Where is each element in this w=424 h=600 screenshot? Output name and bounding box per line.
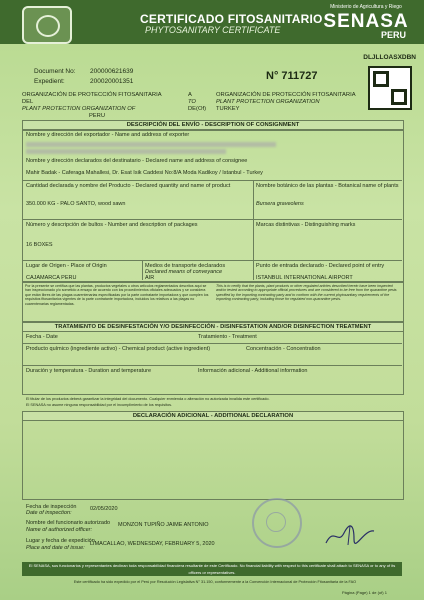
additional-title: DECLARACIÓN ADICIONAL - ADDITIONAL DECLARATION — [22, 411, 404, 421]
qr-code-id: DLJLLOASXDBN — [363, 54, 416, 61]
divider-3 — [22, 260, 402, 261]
inspection-date-label-en: Date of inspection: — [26, 510, 72, 516]
place-label-es: Lugar y fecha de expedición — [26, 538, 95, 544]
expedient-row — [34, 78, 133, 85]
qty-label: Cantidad declarada y nombre del Producto - Declared quantity and name of product — [26, 183, 231, 189]
org-to-extra: DE(Of) — [188, 106, 207, 112]
org-to-en: TO — [188, 99, 196, 105]
agency-name: SENASA — [323, 11, 409, 32]
divider-2 — [22, 219, 402, 220]
expedient-label: Expedient: — [34, 78, 65, 85]
page-number: Página (Page) 1 de (of) 1 — [342, 590, 387, 595]
duration-label: Duración y temperatura - Duration and temperature — [26, 368, 152, 374]
divider-v3 — [253, 260, 254, 280]
transport-label: Medios de transporte declarados — [145, 263, 226, 269]
clause-english: This is to certify that the plants, plant products or other regulated articles described herein have been inspected and/or tested according to appropriate official procedures and are considered to be free from the quarantine pests specified by the importing contracting party and to conform with the current phytosanitary requirements of the importing contracting party, including those for regulated non-quarantine pests. — [216, 284, 397, 302]
place-value: LIMACALLAO, WEDNESDAY, FEBRUARY 5, 2020 — [90, 541, 215, 547]
document-no-label: Document No: — [34, 68, 76, 75]
treatment-date-label: Fecha - Date — [26, 334, 58, 340]
marks-label: Marcas distintivas - Distinguishing marks — [256, 222, 356, 228]
footer-disclaimer: El SENASA, sus funcionarios y representantes declinan toda responsabilidad financiera resultante de este Certificado. No financial liability with respect to this certificate shall attach to SENASA or to any of its officers or representatives. — [22, 562, 402, 576]
peru-emblem-icon — [22, 6, 72, 44]
officer-label-es: Nombre del funcionario autorizado — [26, 520, 111, 526]
exporter-redacted-2 — [26, 149, 226, 154]
packages-value: 16 BOXES — [26, 242, 53, 248]
org-to-connector — [188, 92, 214, 113]
treatment-type-label: Tratamiento - Treatment — [198, 334, 257, 340]
divider-4 — [22, 343, 402, 344]
title-spanish: CERTIFICADO FITOSANITARIO — [140, 12, 323, 26]
consignee-label: Nombre y dirección declarados del destinatario - Declared name and address of consignee — [26, 158, 248, 164]
origin-value: CAJAMARCA PERU — [26, 275, 77, 281]
qr-code-icon — [368, 66, 412, 110]
exporter-redacted — [26, 142, 276, 147]
chemical-label: Producto químico (ingrediente activo) - Chemical product (active ingredient) — [26, 346, 211, 352]
org-to-org-en: PLANT PROTECTION ORGANIZATION — [216, 99, 320, 105]
place-label-en: Place and date of issue: — [26, 545, 85, 551]
divider-1 — [22, 180, 402, 181]
exporter-label: Nombre y dirección del exportador - Name and address of exporter — [26, 132, 190, 138]
officer-label-en: Name of authorized officer: — [26, 527, 93, 533]
expedient-value: 200020001351 — [90, 78, 134, 85]
additional-info-label: Información adicional - Additional information — [198, 368, 308, 374]
origin-label: Lugar de Origen - Place of Origin — [26, 263, 107, 269]
org-from — [22, 92, 172, 120]
certificate-number: N° 711727 — [266, 70, 318, 82]
officer-value: MONZON TUPIÑO JAIME ANTONIO — [118, 522, 209, 528]
title-english: PHYTOSANITARY CERTIFICATE — [145, 25, 281, 35]
note-integrity: El titular de los productos deberá garantizar la integridad del documento. Cualquier enmienda o alteración no autorizada invalida este certificado. — [26, 397, 270, 401]
divider-5 — [22, 365, 402, 366]
botanic-value: Bursera graveolens — [256, 201, 304, 207]
agency-country: PERU — [380, 30, 406, 40]
inspection-date-value: 02/05/2020 — [90, 506, 118, 512]
org-to — [216, 92, 366, 113]
qty-value: 350.000 KG - PALO SANTO, wood sawn — [26, 201, 126, 207]
document-no-row — [34, 68, 133, 75]
senasa-logo — [320, 4, 412, 40]
consignment-title: DESCRIPCIÓN DEL ENVÍO - DESCRIPTION OF CONSIGNMENT — [22, 120, 404, 130]
org-from-en: PLANT PROTECTION ORGANIZATION OF — [22, 106, 136, 112]
org-to-org-es: ORGANIZACIÓN DE PROTECCIÓN FITOSANITARIA — [216, 92, 356, 98]
agency-ministry: Ministerio de Agricultura y Riego — [330, 4, 402, 10]
botanic-label: Nombre botánico de las plantas - Botanical name of plants — [256, 183, 399, 189]
org-from-country: PERU — [88, 113, 106, 119]
header-band — [0, 0, 424, 44]
entry-value: ISTANBUL INTERNATIONAL AIRPORT — [256, 275, 353, 281]
org-to-es: A — [188, 92, 192, 98]
official-seal-icon — [252, 498, 302, 548]
consignee-value: Mahir Badak - Caferaga Mahallesi, Dr. Esat Isik Caddesi No:8/A Moda Kadikoy / Istanbul - Turkey — [26, 170, 263, 176]
officer-signature-icon — [324, 523, 376, 547]
footer-legal: Este certificado ha sido expedido por el Perú por Resolución Legislativa N° 31.150, conformemente a la Convención Internacional de Protección Fitosanitaria de la FAO — [73, 580, 357, 584]
transport-label-en: Declared means of conveyance — [145, 269, 223, 275]
document-no-value: 200000621639 — [90, 68, 134, 75]
packages-label: Número y descripción de bultos - Number and description of packages — [26, 222, 198, 228]
divider-v1 — [253, 180, 254, 260]
transport-value: AIR — [145, 275, 155, 281]
inspection-date-label-es: Fecha de inspección — [26, 504, 77, 510]
org-to-country: TURKEY — [216, 106, 240, 112]
concentration-label: Concentración - Concentration — [246, 346, 321, 352]
divider-v2 — [142, 260, 143, 280]
entry-label: Punto de entrada declarado - Declared point of entry — [256, 263, 385, 269]
treatment-box — [22, 331, 404, 395]
clause-spanish: Por la presente se certifica que las plantas, productos vegetales u otros artículos reglamentados descritos aquí se han inspeccionado y/o sometido a ensayo de acuerdo con los procedimientos oficiales adecuados y se considera que están libres de las plagas cuarentenarias especificadas por la parte contratante importadora y que cumplen los requisitos fitosanitarios vigentes de la parte contratante importadora, incluidos los relativos a las plagas no cuarentenarias reglamentadas. — [25, 284, 209, 306]
org-from-es: ORGANIZACIÓN DE PROTECCIÓN FITOSANITARIA DEL — [22, 92, 162, 105]
additional-box — [22, 420, 404, 500]
note-responsibility: El SENASA no asume ninguna responsabilidad por el incumplimiento de los requisitos. — [26, 403, 173, 407]
treatment-title: TRATAMIENTO DE DESINFESTACIÓN Y/O DESINFECCIÓN - DISINFESTATION AND/OR DISINFECTION TREATMENT — [22, 322, 404, 332]
